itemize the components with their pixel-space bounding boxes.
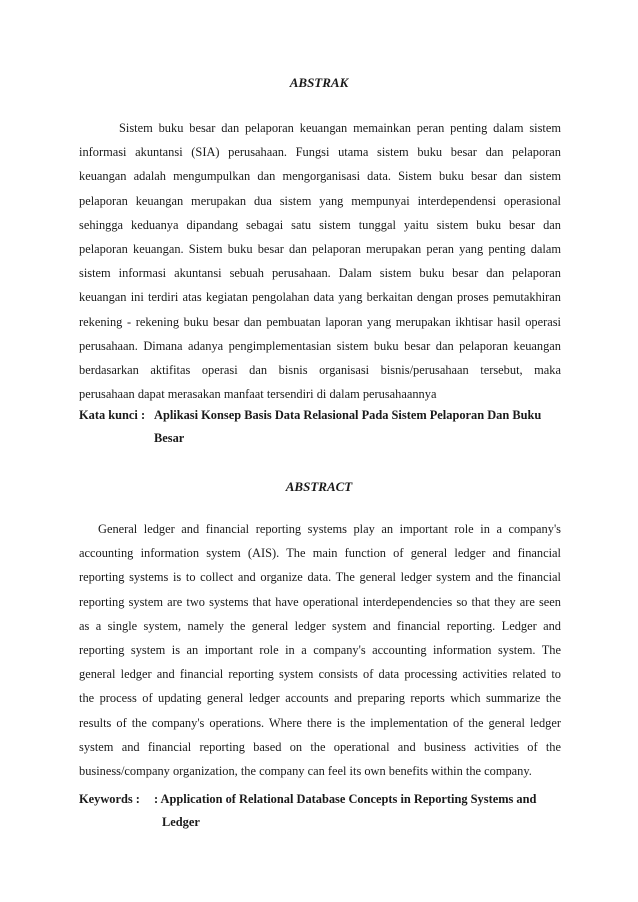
kata-kunci-label: Kata kunci : [79,408,146,422]
abstrak-line: perusahaan dapat merasakan manfaat tersendiri di dalam perusahaannya [79,387,437,402]
abstrak-line: keuangan adalah mengumpulkan dan mengorganisasi data. Sistem buku besar dan sistem [79,169,561,184]
abstract-line: reporting system are two systems that have operational interdependencies so that they are seen [79,594,561,609]
abstract-paragraph [79,517,561,783]
kata-kunci-line: Besar [154,431,185,445]
keywords-line: : Application of Relational Database Concepts in Reporting Systems and [154,792,537,806]
abstrak-line: sehingga keduanya dipandang sebagai satu sistem tunggal yaitu sistem buku besar dan [79,217,561,232]
keywords-value [154,788,536,834]
abstract-heading: ABSTRACT [285,479,353,494]
kata-kunci-line: Aplikasi Konsep Basis Data Relasional Pada Sistem Pelaporan Dan Buku [154,408,542,422]
abstract-line: General ledger and financial reporting systems play an important role in a company's [98,522,561,536]
abstrak-line: pelaporan keuangan merupakan dua sistem yang mempunyai interdependensi operasional [79,193,561,208]
abstract-line: reporting systems is to collect and organize data. The general ledger system and the financial [79,570,561,585]
abstrak-line: sistem informasi akuntansi sebuah perusahaan. Dalam sistem buku besar dan pelaporan [79,266,561,281]
abstract-line: accounting information system (AIS). The main function of general ledger and financial [79,546,561,561]
abstract-line: the process of updating general ledger accounts and preparing reports which summarize the [79,691,561,706]
abstrak-paragraph [79,116,561,406]
abstrak-line: perusahaan. Dimana adanya pengimplementasian sistem buku besar dan pelaporan keuangan [79,338,561,353]
abstract-line: reporting system is an important role in a company's accounting information system. The [79,643,561,658]
abstract-line: as a single system, namely the general ledger system and financial reporting. Ledger and [79,618,561,633]
abstrak-line: pelaporan keuangan. Sistem buku besar dan pelaporan merupakan peran yang penting dalam [79,242,561,257]
abstract-line: system and financial reporting based on the operational and business activities of the [79,739,561,754]
abstract-line: results of the company's operations. Where there is the implementation of the general ledger [79,715,561,730]
keywords-label: Keywords : [79,792,140,806]
abstrak-line: informasi akuntansi (SIA) perusahaan. Fungsi utama sistem buku besar dan pelaporan [79,145,561,160]
keywords-line: Ledger [162,815,200,829]
abstrak-line: rekening - rekening buku besar dan pembuatan laporan yang merupakan ikhtisar hasil operasi [79,314,561,329]
abstrak-line: berdasarkan aktifitas operasi dan bisnis organisasi bisnis/perusahaan tersebut, maka [79,363,561,378]
abstrak-line: keuangan ini terdiri atas kegiatan pengolahan data yang berkaitan dengan proses pemutakhiran [79,290,561,305]
abstract-line: business/company organization, the company can feel its own benefits within the company. [79,764,532,779]
kata-kunci-value [154,404,541,450]
abstract-line: general ledger and financial reporting system consists of data processing activities related to [79,667,561,682]
abstrak-heading: ABSTRAK [289,75,349,90]
abstrak-line: Sistem buku besar dan pelaporan keuangan memainkan peran penting dalam sistem [119,121,561,135]
